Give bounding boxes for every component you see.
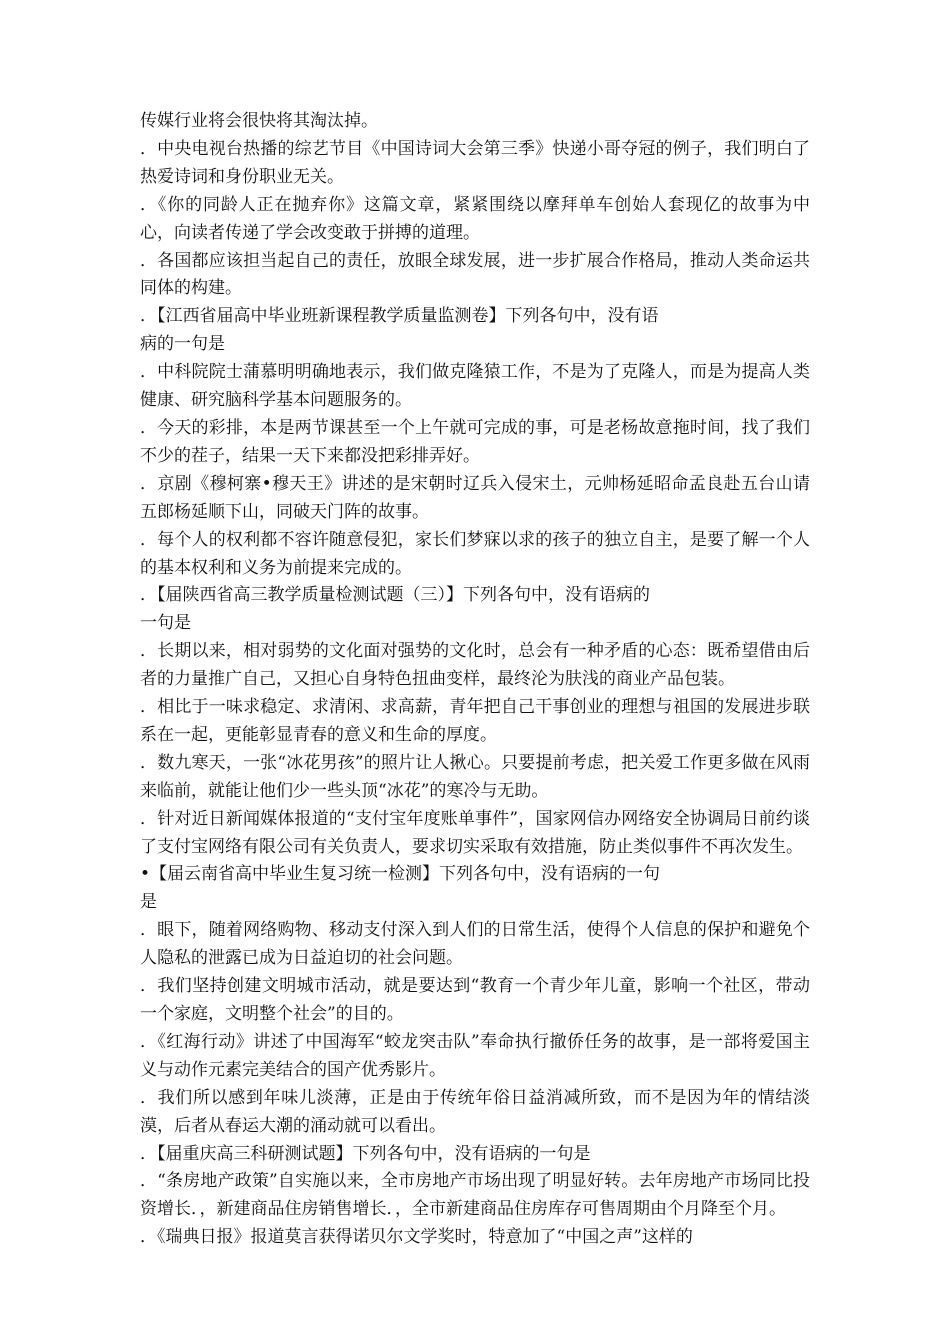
option-paragraph: ．京剧《穆柯寨•穆天王》讲述的是宋朝时辽兵入侵宋土，元帅杨延昭命孟良赴五台山请五郎杨延顺下山，同破天门阵的故事。 (140, 473, 810, 522)
question-stem: ．【届重庆高三科研测试题】下列各句中，没有语病的一句是 (140, 1143, 591, 1164)
option-paragraph: ．数九寒天，一张“冰花男孩”的照片让人揪心。只要提前考虑，把关爱工作更多做在风雨来临前，就能让他们少一些头顶“冰花”的寒冷与无助。 (140, 752, 810, 801)
option-paragraph: ．《红海行动》讲述了中国海军“蛟龙突击队”奉命执行撤侨任务的故事，是一部将爱国主义与动作元素完美结合的国产优秀影片。 (140, 1031, 810, 1080)
option-paragraph: ．长期以来，相对弱势的文化面对强势的文化时，总会有一种矛盾的心态：既希望借由后者的力量推广自己，又担心自身特色扭曲变样，最终沦为肤浅的商业产品包装。 (140, 641, 810, 690)
option-paragraph: ．《瑞典日报》报道莫言获得诺贝尔文学奖时，特意加了“中国之声”这样的 (140, 1227, 693, 1248)
option-paragraph: ．我们坚持创建文明城市活动，就是要达到“教育一个青少年儿童，影响一个社区，带动一个家庭，文明整个社会”的目的。 (140, 976, 810, 1024)
question-stem: ．【江西省届高中毕业班新课程教学质量监测卷】下列各句中，没有语 病的一句是 (140, 306, 659, 355)
option-paragraph: ．针对近日新闻媒体报道的“支付宝年度账单事件”，国家网信办网络安全协调局日前约谈了支付宝网络有限公司有关负责人，要求切实采取有效措施，防止类似事件不再次发生。 (140, 808, 810, 857)
option-paragraph: ．“条房地产政策”自实施以来，全市房地产市场出现了明显好转。去年房地产市场同比投资增长．，新建商品住房销售增长．，全市新建商品住房库存可售周期由个月降至个月。 (140, 1171, 810, 1220)
option-paragraph: ．相比于一味求稳定、求清闲、求高薪，青年把自己干事创业的理想与祖国的发展进步联系在一起，更能彰显青春的意义和生命的厚度。 (140, 697, 810, 745)
paragraph-continuation: 传媒行业将会很快将其淘汰掉。 (140, 111, 378, 131)
option-paragraph: ．中科院院士蒲慕明明确地表示，我们做克隆猿工作，不是为了克隆人，而是为提高人类健康、研究脑科学基本问题服务的。 (140, 362, 810, 411)
question-stem: •【届云南省高中毕业生复习统一检测】下列各句中，没有语病的一句 是 (140, 864, 661, 913)
question-stem: ．【届陕西省高三教学质量检测试题（三）】下列各句中，没有语病的 一句是 (140, 585, 650, 634)
option-paragraph: ．《你的同龄人正在抛弃你》这篇文章，紧紧围绕以摩拜单车创始人套现亿的故事为中心，向读者传递了学会改变敢于拼搏的道理。 (140, 194, 810, 243)
option-paragraph: ．中央电视台热播的综艺节目《中国诗词大会第三季》快递小哥夺冠的例子，我们明白了热爱诗词和身份职业无关。 (140, 138, 810, 187)
option-paragraph: ．各国都应该担当起自己的责任，放眼全球发展，进一步扩展合作格局，推动人类命运共同体的构建。 (140, 250, 810, 299)
option-paragraph: ．我们所以感到年味儿淡薄，正是由于传统年俗日益消减所致，而不是因为年的情结淡漠，后者从春运大潮的涌动就可以看出。 (140, 1087, 810, 1136)
option-paragraph: ．眼下，随着网络购物、移动支付深入到人们的日常生活，使得个人信息的保护和避免个人隐私的泄露已成为日益迫切的社会问题。 (140, 920, 810, 969)
document-page (140, 108, 810, 1252)
option-paragraph: ．每个人的权利都不容许随意侵犯，家长们梦寐以求的孩子的独立自主，是要了解一个人的基本权利和义务为前提来完成的。 (140, 529, 810, 578)
option-paragraph: ．今天的彩排，本是两节课甚至一个上午就可完成的事，可是老杨故意拖时间，找了我们不少的茬子，结果一天下来都没把彩排弄好。 (140, 417, 810, 466)
